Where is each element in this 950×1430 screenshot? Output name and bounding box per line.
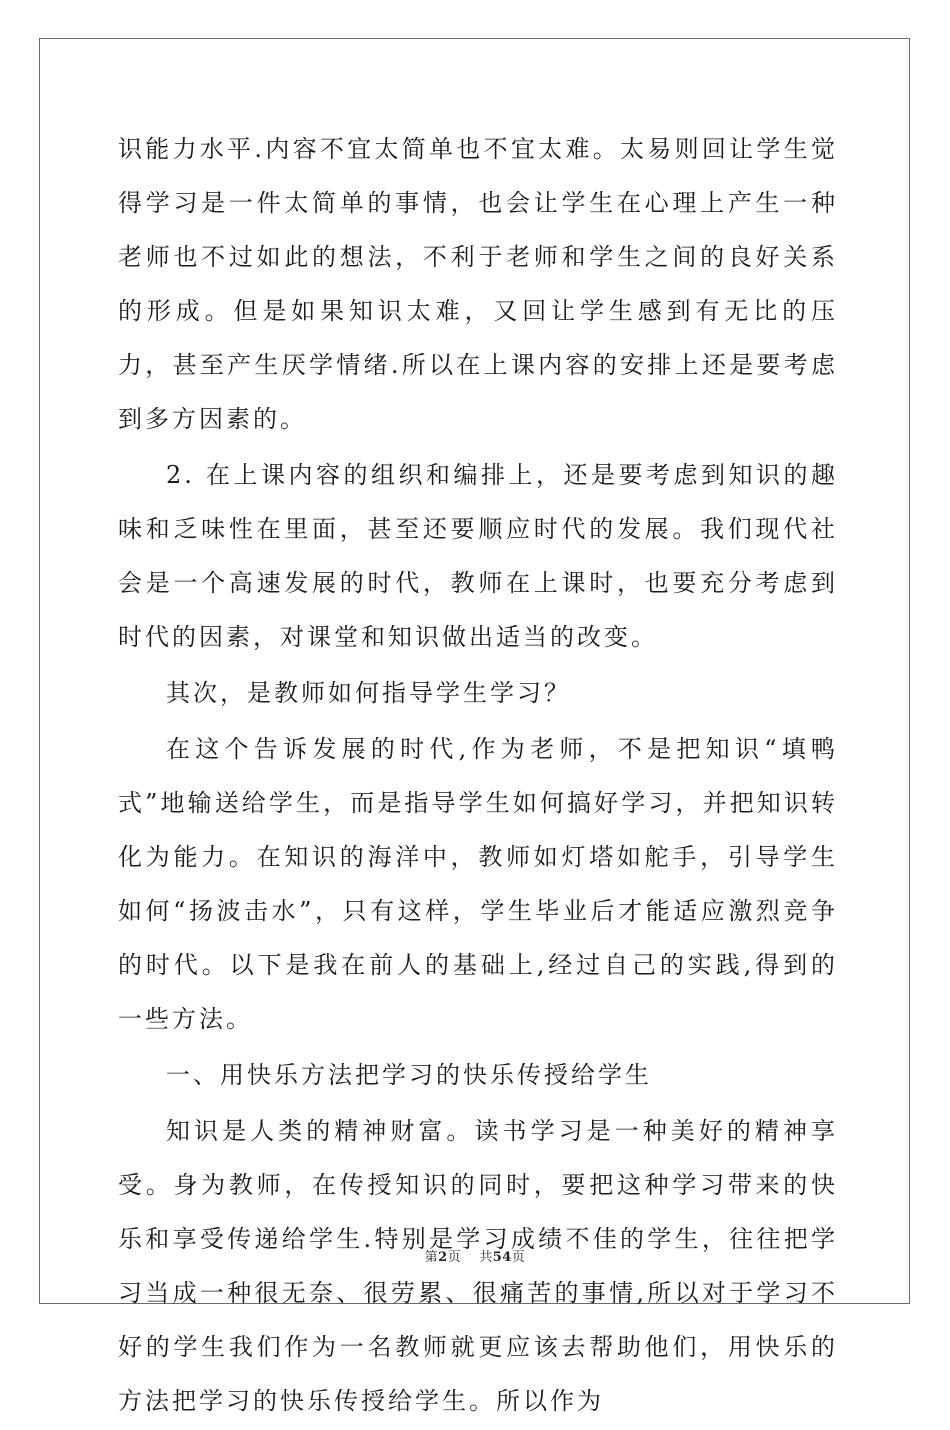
paragraph: 一、用快乐方法把学习的快乐传授给学生 [166,1061,652,1089]
page-suffix: 页 [447,1250,462,1265]
total-prefix: 共 [479,1250,493,1265]
document-body [118,122,838,1430]
paragraph: 知识是人类的精神财富。读书学习是一种美好的精神享受。身为教师，在传授知识的同时，要把这种学习带来的快乐和享受传递给学生.特别是学习成绩不佳的学生，往往把学习当成一种很无奈、很劳累、很痛苦的事情,所以对于学习不好的学生我们作为一名教师就更应该去帮助他们，用快乐的方法把学习的快乐传授给学生。所以作为 [118,1117,838,1415]
paragraph: 识能力水平.内容不宜太简单也不宜太难。太易则回让学生觉得学习是一件太简单的事情，也会让学生在心理上产生一种老师也不过如此的想法，不利于老师和学生之间的良好关系的形成。但是如果知识太难，又回让学生感到有无比的压力，甚至产生厌学情绪.所以在上课内容的安排上还是要考虑到多方因素的。 [118,135,838,433]
page-number: 2 [438,1250,448,1265]
total-pages: 54 [492,1250,512,1265]
page-prefix: 第 [424,1250,439,1265]
page-footer [0,1246,950,1265]
paragraph: 在这个告诉发展的时代,作为老师，不是把知识“填鸭式”地输送给学生，而是指导学生如何搞好学习，并把知识转化为能力。在知识的海洋中，教师如灯塔如舵手，引导学生如何“扬波击水”，只有这样，学生毕业后才能适应激烈竞争的时代。以下是我在前人的基础上,经过自己的实践,得到的一些方法。 [118,735,838,1033]
paragraph: 其次，是教师如何指导学生学习？ [166,679,571,707]
paragraph: 2. 在上课内容的组织和编排上，还是要考虑到知识的趣味和乏味性在里面，甚至还要顺应时代的发展。我们现代社会是一个高速发展的时代，教师在上课时，也要充分考虑到时代的因素，对课堂和知识做出适当的改变。 [118,461,838,651]
total-suffix: 页 [511,1250,526,1265]
